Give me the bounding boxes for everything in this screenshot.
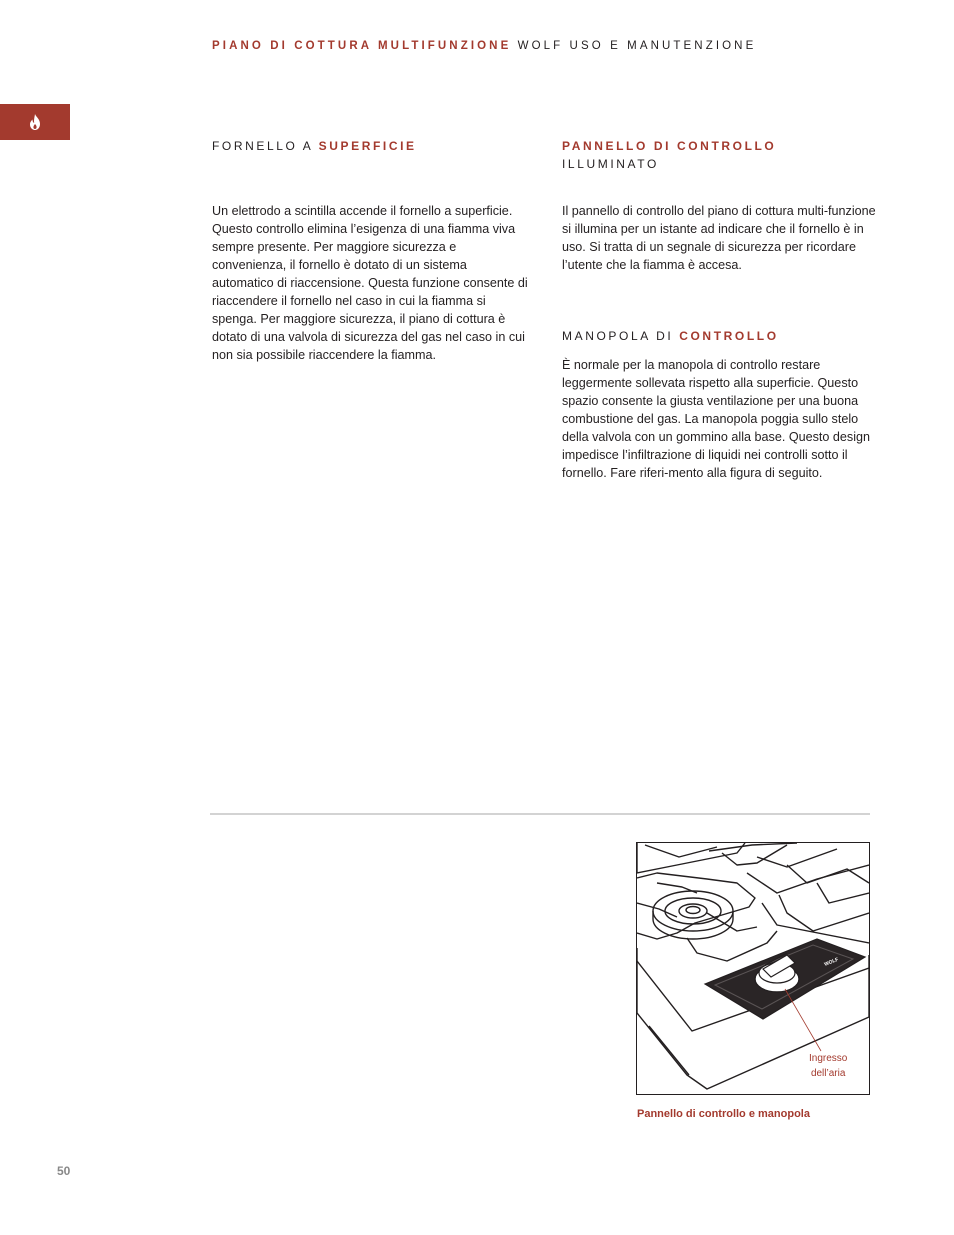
heading-plain: FORNELLO A (212, 139, 319, 153)
air-intake-label (809, 1051, 847, 1081)
divider-rule (210, 813, 870, 815)
page-number: 50 (57, 1164, 71, 1178)
heading-bold: SUPERFICIE (318, 139, 417, 153)
figure-caption: Pannello di controllo e manopola (637, 1108, 810, 1120)
heading-bold: PANNELLO DI CONTROLLO (562, 139, 777, 153)
heading-fornello-superficie (212, 137, 417, 155)
heading-line2: ILLUMINATO (562, 157, 659, 171)
running-header (212, 40, 756, 52)
brand-mark: WOLF (823, 956, 840, 968)
heading-pannello-controllo (562, 137, 776, 173)
body-manopola-controllo: È normale per la manopola di controllo restare leggermente sollevata rispetto alla superficie. Questo spazio consente la giusta ventilazione per una buona combustione del gas. La manopola poggia sullo stelo della valvola con un gommino alla base. Questo design impedisce l’infiltrazione di liquidi nei controlli sotto il fornello. Fare riferi-mento alla figura di seguito. (562, 358, 871, 480)
body-fornello-superficie: Un elettrodo a scintilla accende il fornello a superficie. Questo controllo elimina l’esigenza di una fiamma viva sempre presente. Per maggiore sicurezza e convenienza, il fornello è dotato di un sistema automatico di riaccensione. Questa funzione consente di riaccendere il fornello nel caso in cui la fiamma si spenga. Per maggiore sicurezza, il piano di cottura è dotato di una valvola di sicurezza del gas nel caso in cui non sia possibile riaccendere la fiamma. (212, 204, 528, 362)
header-title-rest: WOLF USO E MANUTENZIONE (511, 40, 757, 52)
cooktop-illustration (636, 842, 870, 1095)
heading-manopola-controllo (562, 327, 779, 345)
heading-plain: MANOPOLA DI (562, 329, 680, 343)
section-tab (0, 104, 70, 140)
air-intake-label-line2: dell’aria (810, 1068, 846, 1079)
flame-icon (29, 114, 41, 130)
air-intake-label-line1: Ingresso (809, 1053, 848, 1064)
heading-bold: CONTROLLO (679, 329, 779, 343)
header-title-bold: PIANO DI COTTURA MULTIFUNZIONE (212, 40, 512, 52)
body-pannello-controllo: Il pannello di controllo del piano di cottura multi-funzione si illumina per un istante ad indicare che il fornello è in uso. Si tratta di un segnale di sicurezza per ricordare l’utente che la fiamma è accesa. (562, 204, 876, 272)
